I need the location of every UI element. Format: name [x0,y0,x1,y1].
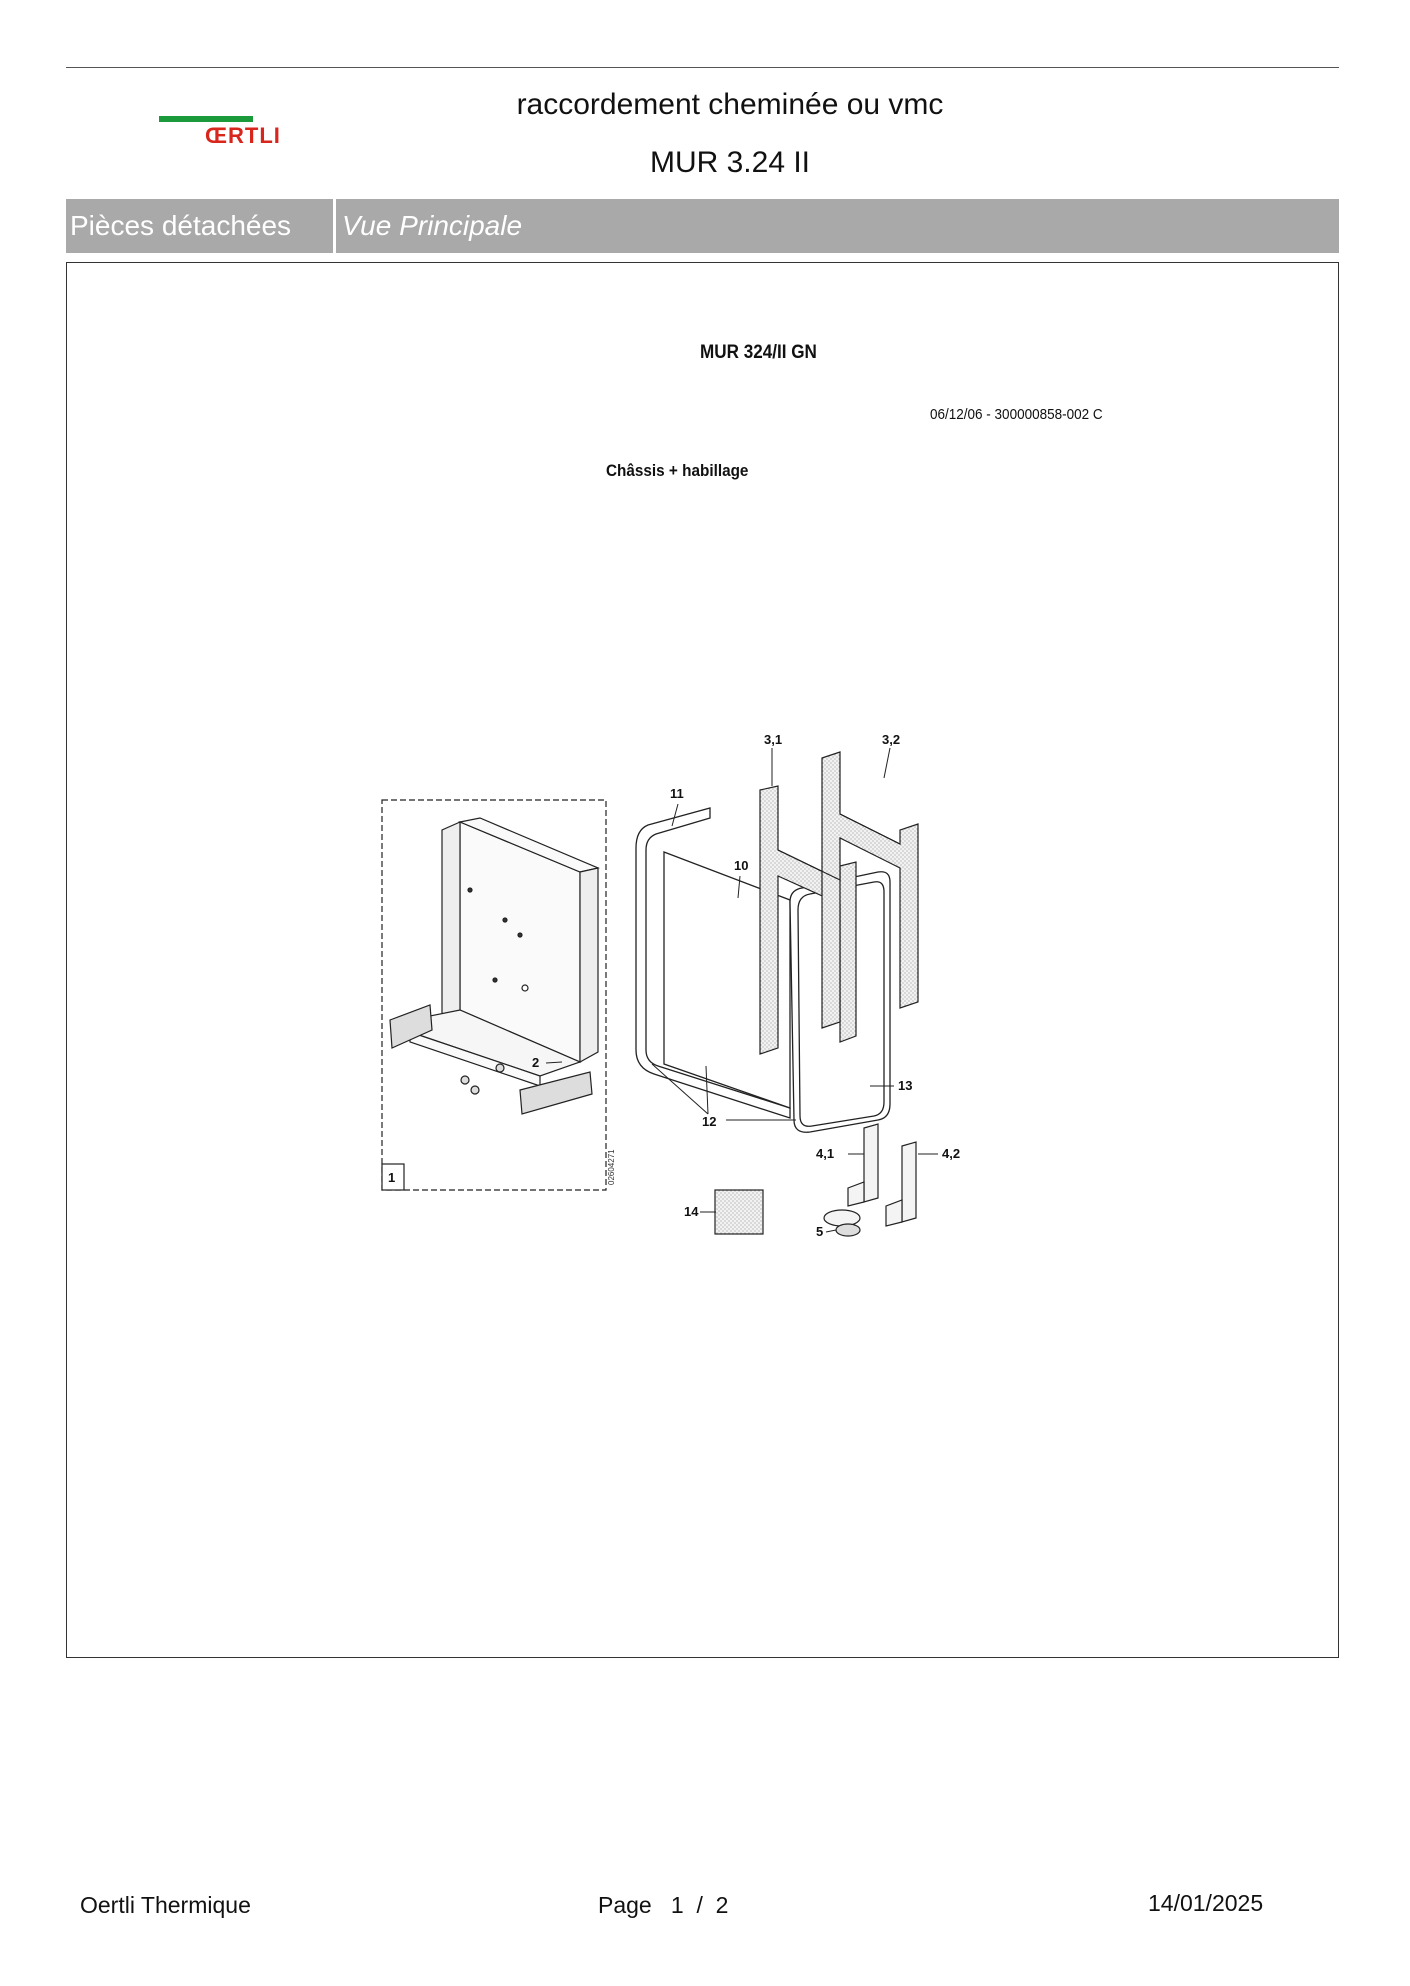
part-label-4-1: 4,1 [816,1146,835,1161]
drawing-reference: 06/12/06 - 300000858-002 C [930,406,1103,423]
tab-spare-parts[interactable]: Pièces détachées [70,210,292,241]
leader-3-2 [884,748,890,778]
part-label-2: 2 [532,1055,540,1070]
page-label: Page [598,1892,652,1918]
side-code: 02604271 [607,1149,616,1185]
leader-5 [826,1230,836,1232]
part-label-4-2: 4,2 [942,1146,961,1161]
part-label-10: 12 [702,1114,717,1129]
footer-date: 14/01/2025 [1148,1890,1264,1916]
part-label-5: 5 [816,1224,824,1239]
part-label-13: 13 [898,1078,913,1093]
footer-pagination [598,1892,728,1919]
logo-wordmark: ŒRTLI [205,123,281,148]
header-rule [66,67,1339,68]
brackets [824,1124,916,1236]
part-label-3-1: 3,1 [764,732,783,747]
footer-company: Oertli Thermique [80,1892,251,1918]
part-label-14: 14 [684,1204,699,1219]
tab-divider [333,199,336,253]
page-current: 1 [670,1892,684,1918]
tab-main-view[interactable]: Vue Principale [342,210,523,241]
exploded-view-diagram [370,730,1000,1250]
part-label-1: 1 [388,1170,396,1185]
part-label-3-2: 3,2 [882,732,901,747]
page-total: 2 [715,1892,729,1918]
drawing-model: MUR 324/II GN [700,342,817,363]
chassis [390,818,598,1114]
document-title: raccordement cheminée ou vmc [516,88,944,121]
document-subtitle: MUR 3.24 II [649,146,811,179]
drawing-section-title: Châssis + habillage [606,461,749,480]
section-bar [66,199,1339,253]
oertli-logo [157,112,307,152]
part-label-11: 10 [734,858,749,873]
part-14-panel [715,1190,763,1234]
page-separator: / [696,1892,703,1918]
logo-stripe [159,116,253,122]
part-label-12: 11 [670,786,684,801]
